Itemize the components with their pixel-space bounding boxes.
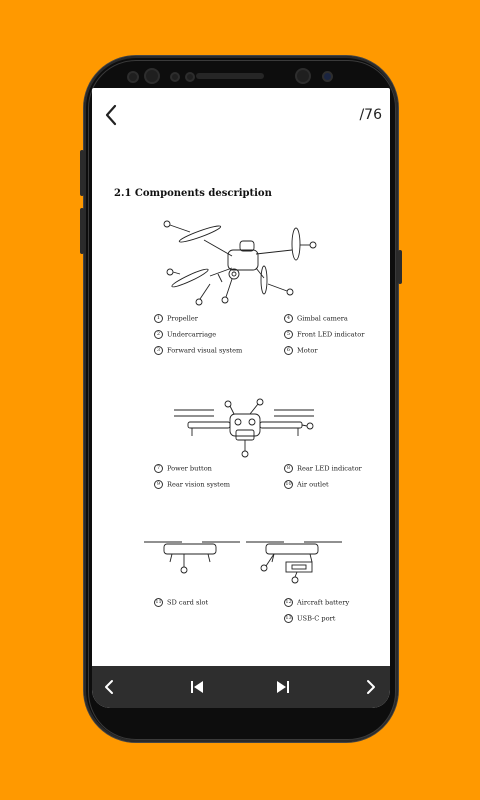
legend-item: 11 SD card slot: [155, 598, 209, 607]
skip-next-icon: [271, 676, 295, 698]
page-count: /76: [359, 107, 382, 123]
legend-item: 8 Rear LED indicator: [284, 464, 362, 473]
first-page-button[interactable]: [185, 676, 209, 698]
sensor-dot: [127, 71, 139, 83]
sensor-dot: [185, 72, 195, 82]
last-page-button[interactable]: [271, 676, 295, 698]
bottom-toolbar: [92, 666, 390, 708]
legend-item: 2 Undercarriage: [154, 330, 216, 339]
legend-item: 1 Propeller: [154, 314, 198, 323]
legend-item: 13 USB-C port: [285, 614, 336, 623]
volume-up-button: [80, 150, 84, 196]
app-screen: [92, 88, 390, 708]
legend-item: 3 Forward visual system: [154, 346, 242, 355]
legend-item: 10 Air outlet: [285, 480, 329, 489]
next-page-button[interactable]: [358, 676, 382, 698]
legend-item: 9 Rear vision system: [154, 480, 230, 489]
drone-top-view-figure: [160, 216, 320, 308]
drone-rear-view-figure: [170, 398, 320, 460]
back-button[interactable]: [100, 102, 124, 128]
chevron-right-icon: [358, 676, 382, 698]
legend-item: 4 Gimbal camera: [284, 314, 348, 323]
iris-camera: [295, 68, 311, 84]
previous-page-button[interactable]: [98, 676, 122, 698]
earpiece-speaker: [196, 73, 264, 79]
front-camera: [144, 68, 160, 84]
skip-previous-icon: [185, 676, 209, 698]
top-bar: [92, 88, 390, 140]
volume-down-button: [80, 208, 84, 254]
legend-item: 12 Aircraft battery: [285, 598, 350, 607]
legend-item: 5 Front LED indicator: [284, 330, 364, 339]
sensor-dot: [322, 71, 333, 82]
sensor-dot: [170, 72, 180, 82]
drone-side-view-figure: [142, 534, 344, 586]
legend-item: 6 Motor: [284, 346, 318, 355]
legend-item: 7 Power button: [154, 464, 212, 473]
power-button: [398, 250, 402, 284]
chevron-left-icon: [98, 676, 122, 698]
back-arrow-icon: [100, 102, 124, 128]
section-title: 2.1 Components description: [114, 188, 272, 199]
